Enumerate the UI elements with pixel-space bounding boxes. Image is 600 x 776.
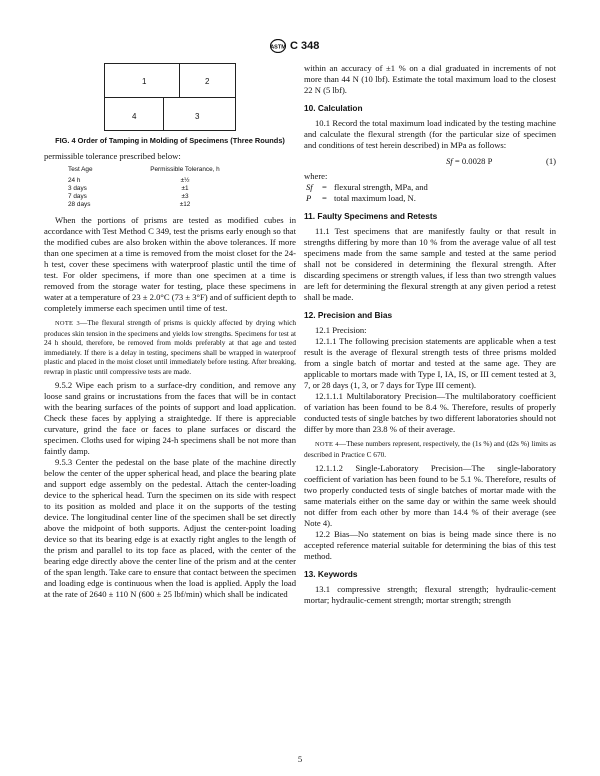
- table-row: [68, 201, 220, 209]
- paragraph-9-5-2: 9.5.2 Wipe each prism to a surface-dry condition, and remove any loose sand grains or incrustations from the faces that will be in contact with the bearing surfaces of the points of support and load application. Check these faces by applying a straightedge. If there is appreciable curvature, grind the face or faces to plane surfaces or discard the specimen. Cloths used for wiping 24-h specimens shall be not more than faintly damp.: [44, 380, 296, 456]
- paragraph-10-1: 10.1 Record the total maximum load indicated by the testing machine and calculate the flexural strength (for the particular size of specimen and conditions of test herein described) in MPa as follows:: [304, 118, 556, 150]
- equation-rhs: = 0.0028 P: [454, 156, 493, 166]
- equation-1: [304, 156, 556, 167]
- table-row: Sf = flexural strength, MPa, and: [306, 182, 428, 192]
- svg-text:ASTM: ASTM: [270, 44, 286, 51]
- note-4-label: NOTE 4: [315, 441, 339, 448]
- paragraph-13-1: 13.1 compressive strength; flexural strength; hydraulic-cement mortar; hydraulic-cement strength; mortar strength; strength: [304, 584, 556, 605]
- definition-cell: total maximum load, N.: [334, 193, 416, 203]
- section-heading-13: 13. Keywords: [304, 569, 358, 579]
- tamping-order-figure: [104, 63, 236, 131]
- paragraph-11-1: 11.1 Test specimens that are manifestly faulty or that result in strengths differing by more than 10 % from the average value of all test specimens made from the same sample and tested at the same period shall not be considered in determining the flexural strength. After discarding specimens or strength values, if less than two strength values are left for determining the flexural strength at any given period a retest shall be made.: [304, 226, 556, 302]
- figure-caption: FIG. 4 Order of Tamping in Molding of Specimens (Three Rounds): [55, 136, 285, 145]
- age-cell: 28 days: [68, 201, 91, 208]
- right-column: [304, 63, 556, 606]
- tolerance-cell: ±12: [179, 201, 191, 208]
- quadrant-4-label: 4: [132, 112, 137, 121]
- paragraph-continued: within an accuracy of ±1 % on a dial graduated in increments of not more than 44 N (10 lbf). Estimate the total maximum load to the closest 22 N (5 lbf).: [304, 63, 556, 95]
- equation-lhs: Sf: [446, 156, 453, 166]
- section-heading-10: 10. Calculation: [304, 103, 363, 113]
- tolerance-header-age: Test Age: [68, 166, 93, 173]
- tolerance-table: [68, 164, 220, 209]
- left-column: [44, 63, 296, 600]
- note-4-text: —These numbers represent, respectively, the (1s %) and (d2s %) limits as described in Practice C 670.: [304, 439, 556, 459]
- paragraph-12-1-1-1: 12.1.1.1 Multilaboratory Precision—The multilaboratory coefficient of variation has been found to be 8.4 %. Therefore, results of properly conducted tests of single batches by two different laboratories should not differ by more than 23.8 % of their average.: [304, 391, 556, 434]
- equation-expression: [446, 156, 492, 167]
- table-row: P = total maximum load, N.: [304, 193, 428, 204]
- quadrant-1-label: 1: [142, 77, 147, 86]
- age-cell: 7 days: [68, 193, 87, 200]
- where-label: where:: [304, 171, 328, 181]
- note-4: [304, 439, 556, 459]
- age-cell: 3 days: [68, 185, 87, 192]
- tolerance-cell: ±1: [181, 185, 189, 192]
- note-3-label: NOTE 3: [55, 320, 80, 327]
- tolerance-header-tolerance: Permissible Tolerance, h: [150, 166, 220, 173]
- symbol-cell: P: [306, 193, 312, 203]
- paragraph-12-2: 12.2 Bias—No statement on bias is being made since there is no accepted reference material suitable for determining the bias of this test method.: [304, 529, 556, 561]
- quadrant-2-label: 2: [205, 77, 210, 86]
- table-row: [68, 185, 220, 193]
- tolerance-cell: ±½: [180, 177, 190, 184]
- section-heading-11: 11. Faulty Specimens and Retests: [304, 211, 438, 221]
- section-heading-12: 12. Precision and Bias: [304, 310, 393, 320]
- paragraph-12-1-1: 12.1.1 The following precision statements are applicable when a test result is the average of flexural strength tests of three prisms molded from a single batch of mortar and tested at the same age. They are applicable to mortars made with Type I, IA, IS, or III cement tested at 3, 7, or 28 days (1, 3, or 7 days for Type III cement).: [304, 336, 556, 390]
- page-header: [270, 39, 319, 53]
- age-cell: 24 h: [68, 177, 81, 184]
- table-row: [68, 177, 220, 185]
- note-3-text: —The flexural strength of prisms is quickly affected by drying which produces skin tension in the specimens and yields low strengths. Specimens for test at 24 h should, therefore, be removed from molds preferably at that age and tested immediately. If there is a delay in testing, specimens shall be wrapped in waterproof plastic and placed in the moist closet until immediately before testing. After breaking, rewrap in plastic until compressive tests are made.: [44, 318, 296, 376]
- paragraph-modified-cubes: When the portions of prisms are tested as modified cubes in accordance with Test Method C 349, test the prisms early enough so that the modified cubes are also broken within the above tolerances. If more than one specimen at a time is removed from the moist closet for the 24-h test, cover these specimens with waterproof plastic until the time of test. For older specimens, if more than one specimen at a time is removed from the storage water for testing, place these specimens in water at a temperature of 23 ± 2.0°C (73 ± 3°F) and of sufficient depth to completely immerse each specimen until time of test.: [44, 215, 296, 313]
- tolerance-cell: ±3: [181, 193, 189, 200]
- definition-cell: flexural strength, MPa, and: [334, 182, 428, 192]
- symbol-cell: Sf: [306, 182, 313, 192]
- paragraph-9-5-3: 9.5.3 Center the pedestal on the base plate of the machine directly below the center of the upper spherical head, and place the bearing plate and support edge assembly on the pedestal. Attach the center-loading device to the spherical head. Turn the specimen on its side with respect to its position as molded and place it on the supports of the testing device. The longitudinal center line of the specimen shall be set directly above the midpoint of both supports. Adjust the center-point loading device so that its bearing edge is at exactly right angles to the length of the prism and parallel to its top face as placed, with the center of the bearing edge directly above the center line of the prism and at the center of the span length. Take care to ensure that contact between the specimen and loading edge is continuous when the load is applied. Apply the load at the rate of 2640 ± 110 N (600 ± 25 lbf/min) which shall be indicated: [44, 457, 296, 599]
- table-row: [68, 193, 220, 201]
- page-number: 5: [297, 754, 303, 764]
- astm-logo-icon: [270, 39, 286, 53]
- quadrant-3-label: 3: [195, 112, 200, 121]
- equation-number: (1): [545, 156, 556, 166]
- tolerance-intro: permissible tolerance prescribed below:: [44, 151, 181, 161]
- note-3: [44, 318, 296, 376]
- paragraph-12-1-1-2: 12.1.1.2 Single-Laboratory Precision—The single-laboratory coefficient of variation has been found to be 5.1 %. Therefore, results of two properly conducted tests of single batches of mortar made with the same materials either on the same day or within the same week should not differ from each other by more than 14.4 % of their average (see Note 4).: [304, 463, 556, 528]
- paragraph-12-1: 12.1 Precision:: [315, 325, 367, 335]
- variable-definitions: [304, 182, 428, 204]
- standard-designation: C 348: [290, 40, 320, 52]
